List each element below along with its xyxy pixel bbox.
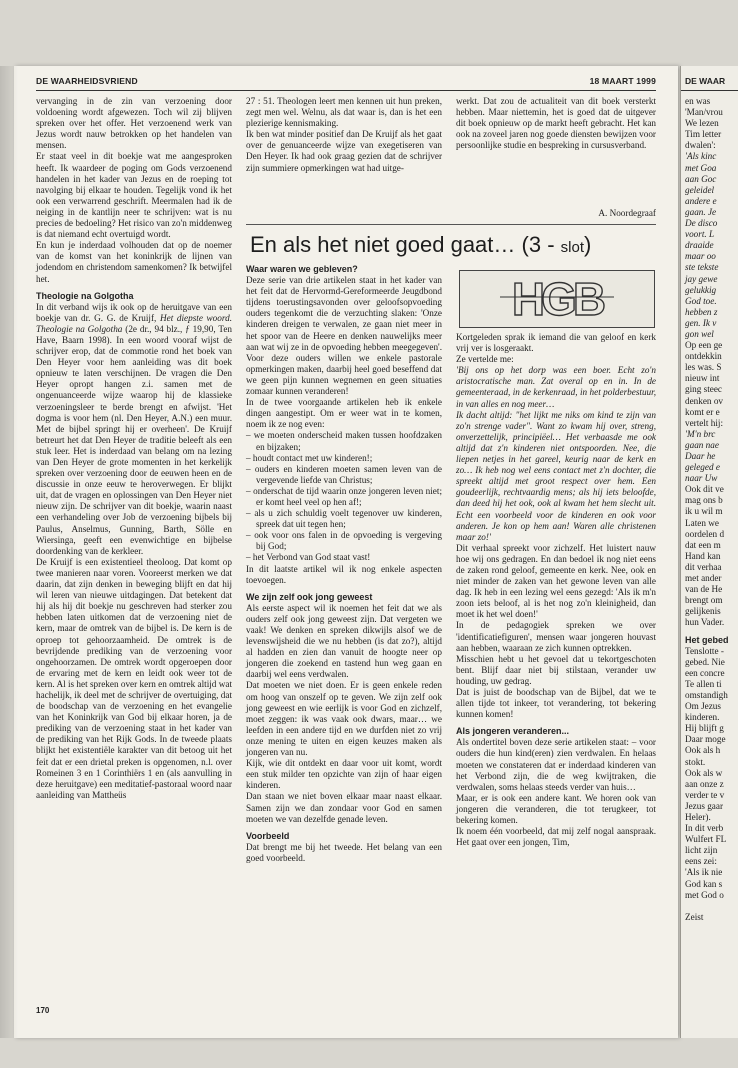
adjacent-line: Wulfert FL <box>685 834 727 845</box>
section-heading: Waar waren we gebleven? <box>246 264 358 274</box>
adjacent-line: Te allen ti <box>685 678 722 689</box>
adjacent-line: hun Vader. <box>685 617 725 628</box>
paragraph: Ik noem één voorbeeld, dat mij zelf nogal aanspraak. Het gaat over een jongen, Tim, <box>456 826 656 848</box>
publication-name: DE WAARHEIDSVRIEND <box>36 76 138 86</box>
adjacent-line: gen. Ik v <box>685 317 717 328</box>
adjacent-line: aan onze z <box>685 778 724 789</box>
section-heading: We zijn zelf ook jong geweest <box>246 591 373 602</box>
adjacent-line: Tenslotte - <box>685 645 724 656</box>
adjacent-line: dit verhaa <box>685 561 722 572</box>
section-heading: Theologie na Golgotha <box>36 290 134 301</box>
adjacent-line: een concre <box>685 667 725 678</box>
paragraph: Als eerste aspect wil ik noemen het feit dat we als ouders zelf ook jong geweest zijn. Dat vergeten we vaak! We denken en spreken dikwijls alsof we de levenswijsheid die we nu hebben (is dat zo?), altijd al hadden en zien dan vanuit de hoogte neer op jongeren die zoekend en tastend hun weg gaan en daarbij wel eens verdwalen. <box>246 602 442 680</box>
adjacent-line: vertelt hij: <box>685 417 724 428</box>
adjacent-page <box>680 66 738 1038</box>
adjacent-line: voort. L <box>685 229 715 240</box>
adjacent-line: Laten we <box>685 517 719 528</box>
adjacent-line: jay gewe <box>685 273 718 284</box>
adjacent-line: Op een ge <box>685 340 723 351</box>
adjacent-line: ste tekste <box>685 262 719 273</box>
newspaper-page <box>14 66 678 1038</box>
text-run: (2e dr., 94 blz., ƒ 19,90, Ten Have, Baarn 1998). In een woord vooraf wijst de schrijver erop, dat de commotie rond het boek van Den Heyer voor hem aanleiding was dit boek opnieuw te laten verschijnen. De vragen die Den Heyer opropt hangen z.i. samen met de ongenuanceerde wijze waarop hij de klassieke verzoeningsleer te berde brengt en afwijst. 'Het dogma is voor hem (nl. Den Heyer, A.N.) een muur. Met de bijbel springt hij er overheen'. De Kruijf betreurt het dat Den Heyer de traditie beleeft als een stuk leer. Het is inderdaad van belang om na lezing van Den Heyer de grote momenten in het kerkelijk spreken over verzoening door de eeuwen heen en de discussie in onze eeuw te heroverwegen. Er blijkt uit, dat de vragen en oplossingen van Den Heyer niet nieuw zijn. De schrijver van dit boekje, waarin naast een verhandeling over Job de verzoening bijbels bij Paulus, Anselmus, Gunning, Barth, Sölle en Wiersinga, geeft een evenwichtige en bijbelse doordenking van de kerkleer. <box>36 323 232 556</box>
logo-text: HGB <box>511 273 603 325</box>
article-column-right <box>456 332 656 848</box>
article-column-left <box>246 264 442 864</box>
adjacent-column <box>685 96 738 923</box>
adjacent-line: geleged e <box>685 462 720 473</box>
adjacent-line: God toe. <box>685 295 717 306</box>
adjacent-line: 'Als kinc <box>685 151 717 162</box>
adjacent-line: en was <box>685 96 711 106</box>
paragraph: Kortgeleden sprak ik iemand die van geloof en kerk vrij ver is losgeraakt. <box>456 332 656 354</box>
paragraph: De Kruijf is een existentieel theoloog. Dat komt op twee manieren naar voren. Vooreerst merken we dat daarin, dat zijn denken in beweging blijft en dat hij wil leren van nieuwe uitdagingen. Dat betekent dat hij als hij dit boekje nu geschreven had sterker zou hebben laten uitkomen dat de verzoening niet de kern, maar de omtrek van de bijbel is. De kern is de oproep tot gehoorzaamheid. De omtrek is de bevrijdende prediking van de verzoening voor ongehoorzamen. De omtrek wordt opgeroepen door de ervaring met de kern en leidt ook weer tot de kern. Al is het spreken over kern en omtrek altijd wat hachelijk, ik deel met de schrijver de overtuiging, dat de boodschap van de verzoening en het evangelie van het Koninkrijk van God bij elkaar horen, ja de prediking van de verzoening staat in het kader van de prediking van het Rijk Gods. In de tweede plaats blijkt het existentiële karakter van dit betoog uit het feit dat er een drietal preken is opgenomen, n.l. over Romeinen 3 en 1 Corinthiërs 1 en (als aanvulling in deze heruitgave) een meditatief-pastoraal woord naar aanleiding van Mattheüs <box>36 556 232 800</box>
adjacent-line: licht zijn <box>685 845 718 856</box>
adjacent-line: geleidel <box>685 184 715 195</box>
adjacent-line: Jezus gaar <box>685 800 724 811</box>
adjacent-line: kinderen. <box>685 712 720 723</box>
adjacent-line: Ook als h <box>685 745 721 756</box>
adjacent-line: met ander <box>685 573 722 584</box>
adjacent-line: Zeist <box>685 911 704 922</box>
adjacent-line: mag ons b <box>685 495 723 506</box>
adjacent-line: Daar he <box>685 451 716 461</box>
paragraph: werkt. Dat zou de actualiteit van dit boek versterkt hebben. Maar niettemin, het is goed dat de uitgever dit boek opnieuw op de markt heeft gebracht. Het kan ook na zoveel jaren nog goede diensten bewijzen voor persoonlijke studie en bespreking in cursusverband. <box>456 96 656 151</box>
paragraph: Ze vertelde me: <box>456 354 514 365</box>
paragraph: Dat is juist de boodschap van de Bijbel, dat we te allen tijde tot inkeer, tot verandering, tot bekering kunnen komen! <box>456 687 656 720</box>
list-item: – ook voor ons falen in de opvoeding is vergeving bij God; <box>256 530 442 552</box>
title-slot: slot <box>560 239 584 256</box>
adjacent-line: andere e <box>685 195 717 206</box>
adjacent-line: gaan. Je <box>685 206 717 217</box>
adjacent-line: komt er e <box>685 406 720 417</box>
adjacent-line: De disco <box>685 218 718 229</box>
page-number: 170 <box>36 1006 50 1015</box>
adjacent-line: les was. S <box>685 362 722 373</box>
list-item: – houdt contact met uw kinderen!; <box>256 453 442 464</box>
column-3 <box>456 96 656 151</box>
paragraph: Als ondertitel boven deze serie artikelen staat: – voor ouders die hun kind(eren) zien verdwalen. En helaas moeten we constateren dat er inderdaad kinderen van het Verbond zijn, die de weg kwijtraken, die verdwalen, soms helaas steeds verder van huis… <box>456 737 656 792</box>
hgb-logo-graphic <box>460 271 654 327</box>
adjacent-line: 'M'n brc <box>685 428 716 439</box>
adjacent-line: van de He <box>685 584 723 595</box>
adjacent-line: brengt om <box>685 595 723 606</box>
paragraph: Kijk, wie dit ontdekt en daar voor uit komt, wordt een stuk milder ten opzichte van zijn of haar eigen kinderen. <box>246 758 442 791</box>
adjacent-line: hebben z <box>685 306 718 317</box>
adjacent-line: naar Uw <box>685 473 718 484</box>
adjacent-line: dwalen': <box>685 140 716 151</box>
adjacent-line: Om Jezus <box>685 701 721 712</box>
adjacent-line: gon wel <box>685 328 714 339</box>
adjacent-line: Ook als w <box>685 767 723 778</box>
recap-list <box>246 430 442 563</box>
adjacent-line: oordelen d <box>685 528 725 539</box>
section-heading: Voorbeeld <box>246 830 290 841</box>
column-1 <box>36 96 232 801</box>
adjacent-line: Heler). <box>685 812 711 822</box>
binding-shadow <box>0 66 18 1038</box>
adjacent-line: God kan s <box>685 878 723 889</box>
adjacent-line: gelijkenis <box>685 606 721 617</box>
adjacent-line: ging steec <box>685 384 722 395</box>
paragraph: 27 : 51. Theologen leert men kennen uit hun preken, zegt men wel. Welnu, als dat waar is, dan is het een plezierige kennismaking. <box>246 96 442 129</box>
quote: Ik dacht altijd: "het lijkt me niks om kind te zijn van zo'n strenge vader". Want zo kwam hij over, streng, onverzettelijk, principiëel… Het verbaasde me ook altijd dat z'n kinderen niet ontspoorden. Nee, die liepen netjes in het gareel, keurig naar de kerk en zo… Ik heb nog wel eens contact met z'n dochter, die spreekt altijd met groot respect over hem. Een goudeerlijk, rechtvaardig mens; als hij iets beloofde, dan deed hij het ook, ook al kwam het hem slecht uit. Echt een voorbeeld voor de kinderen en ook voor anderen. Je kon op hem aan! Waren alle christenen maar zo!' <box>456 409 656 542</box>
adjacent-line: nieuw int <box>685 373 720 384</box>
adjacent-line: 'Als ik nie <box>685 867 723 878</box>
publication-date: 18 MAART 1999 <box>589 76 656 86</box>
page-header <box>36 76 656 91</box>
paragraph: Dat moeten we niet doen. Er is geen enkele reden om hoog van onszelf op te geven. We zijn zelf ook jong geweest en wie eerlijk is voor God en zichzelf, moet zeggen: ik was vaak ook dwars, maar… we leefden in een andere tijd en we durfden niet zo vrij onze mening te uiten en eigen keuzes maken als jongeren van nu. <box>246 680 442 758</box>
adjacent-line: ik u wil m <box>685 506 723 517</box>
list-item: – ouders en kinderen moeten samen leven van de vergevende liefde van Christus; <box>256 464 442 486</box>
paragraph: Maar, er is ook een andere kant. We horen ook van jongeren die veranderen, die tot terugkeer, tot bekering komen. <box>456 792 656 826</box>
paragraph: In dit laatste artikel wil ik nog enkele aspecten toevoegen. <box>246 563 442 585</box>
paragraph: Dit verhaal spreekt voor zichzelf. Het luistert nauw hoe wij ons gedragen. En dan bedoel ik nog niet eens de zaken rond geloof, gemeente en kerk. Nee, ook en niet minder de zaken van het gewone leven van alle dag. Ik heb in een lezing wel eens gezegd: 'Als ik m'n zoon iets beloof, al is het nog zo'n kleinigheid, dan moet ik het wel doen!' <box>456 542 656 620</box>
article-title <box>250 232 660 258</box>
adjacent-line: Daar moge <box>685 734 726 745</box>
title-text: En als het niet goed gaat… (3 - <box>250 232 561 257</box>
column-2 <box>246 96 442 174</box>
adjacent-line: dat een m <box>685 539 721 550</box>
adjacent-line: draaide <box>685 240 714 251</box>
adjacent-line: In dit verb <box>685 823 724 834</box>
text-run: In dit verband wijs ik ook op de heruitgave van een boekje van dr. G. G. de Kruijf, <box>36 301 232 323</box>
adjacent-header-rule <box>681 90 738 91</box>
adjacent-line: aan Goc <box>685 173 717 184</box>
adjacent-line: Hij blijft g <box>685 723 724 734</box>
hgb-logo <box>459 270 655 328</box>
book-title: Het diepste woord. Theologie na Golgotha <box>36 312 232 334</box>
paragraph: In de twee voorgaande artikelen heb ik enkele dingen aangestipt. Om er weer wat in te komen, noem ik ze nog even: <box>246 397 442 430</box>
adjacent-line: eens zei: <box>685 856 717 867</box>
section-divider <box>246 224 656 225</box>
adjacent-line: ontdekkin <box>685 351 722 362</box>
adjacent-line: met God o <box>685 889 724 900</box>
paragraph: vervanging in de zin van verzoening door voldoening wordt afgewezen. Toch wil zij blijven spreken over het offer. Het verzoenend werk van Jezus wordt nauw betrokken op het handelen van mensen. <box>36 96 232 151</box>
adjacent-line: We lezen <box>685 118 719 129</box>
paragraph: En kun je inderdaad volhouden dat op de noemer van de komst van het koninkrijk de lijnen van jodendom en christendom samenkomen? Ik betwijfel het. <box>36 240 232 284</box>
adjacent-line: verder te v <box>685 789 725 800</box>
adjacent-line: gaan nae <box>685 439 719 450</box>
adjacent-page-header: DE WAAR <box>685 76 726 86</box>
title-close: ) <box>583 232 592 257</box>
section-heading: Als jongeren veranderen... <box>456 726 570 737</box>
author-signature: A. Noordegraaf <box>598 208 656 218</box>
adjacent-line: 'Man/vrou <box>685 107 723 118</box>
adjacent-line: Tim letter <box>685 129 722 140</box>
paragraph: Dan staan we niet boven elkaar maar naast elkaar. Samen zijn we dan zondaar voor God en samen moeten we van dezelfde genade leven. <box>246 791 442 824</box>
adjacent-line <box>685 901 738 912</box>
paragraph: In de pedagogiek spreken we over 'identificatiefiguren', mensen waar jongeren houvast aan hebben, waaraan ze zich kunnen optrekken. <box>456 620 656 653</box>
adjacent-line: stokt. <box>685 756 706 767</box>
list-item: – onderschat de tijd waarin onze jongeren leven niet; er komt heel veel op hen af!; <box>256 486 442 508</box>
adjacent-line: Ook dit ve <box>685 484 724 495</box>
adjacent-line: gebed. Nie <box>685 656 725 667</box>
paragraph <box>36 302 232 557</box>
paragraph: Ik ben wat minder positief dan De Kruijf als het gaat over de genuanceerde wijze van exegetiseren van Den Heyer. Ik had ook graag gezien dat de schrijver zijn summiere opmerkingen wat had uitge- <box>246 129 442 173</box>
adjacent-line: denken ov <box>685 395 724 406</box>
list-item: – het Verbond van God staat vast! <box>256 552 442 563</box>
adjacent-line: omstandigh <box>685 689 728 700</box>
adjacent-line: gelukkig <box>685 284 717 295</box>
adjacent-line: maar oo <box>685 251 716 262</box>
list-item: – we moeten onderscheid maken tussen hoofdzaken en bijzaken; <box>256 430 442 452</box>
adjacent-line: Hand kan <box>685 550 721 561</box>
paragraph: Dat brengt me bij het tweede. Het belang van een goed voorbeeld. <box>246 841 442 863</box>
paragraph: Er staat veel in dit boekje wat me aangesproken heeft. Ik waardeer de poging om Gods verzoenend handelen in het kader van Jezus en de roeping tot navolging bij elkaar te houden. Tegelijk vond ik het ook een verwarrend geschrift. Meermalen had ik de neiging in de kantlijn neer te schrijven: wat is nu precies de bedoeling? Het risico van zo'n middenweg is dat niemand echt overtuigd wordt. <box>36 151 232 240</box>
adjacent-line: met Goa <box>685 162 717 173</box>
adjacent-heading: Het gebed <box>685 634 729 645</box>
quote: 'Bij ons op het dorp was een boer. Echt zo'n aristocratische man. Zat overal op en in. In de gemeenteraad, in de kerkenraad, in het polderbestuur, in van alles en nog meer… <box>456 365 656 409</box>
paragraph: Deze serie van drie artikelen staat in het kader van het feit dat de Hervormd-Gereformeerde Jeugdbond tijdens toerustingsavonden over geloofsopvoeding ouders tegenkomt die de verzuchting slaken: 'Onze kinderen dreigen te verwalen, ze gaan niet meer in het spoor van de Heere en denken nauwelijks meer aan wat wij ze in de opvoeding hebben meegegeven'. Voor deze ouders willen we enkele pastorale opmerkingen maken, daarbij heel goed beseffend dat we geen pijn kunnen wegnemen en geen situaties zomaar kunnen veranderen! <box>246 275 442 397</box>
paragraph: Misschien hebt u het gevoel dat u tekortgeschoten bent. Blijf daar niet bij stilstaan, verander uw houding, uw gedrag. <box>456 653 656 686</box>
list-item: – als u zich schuldig voelt tegenover uw kinderen, spreek dat uit tegen hen; <box>256 508 442 530</box>
